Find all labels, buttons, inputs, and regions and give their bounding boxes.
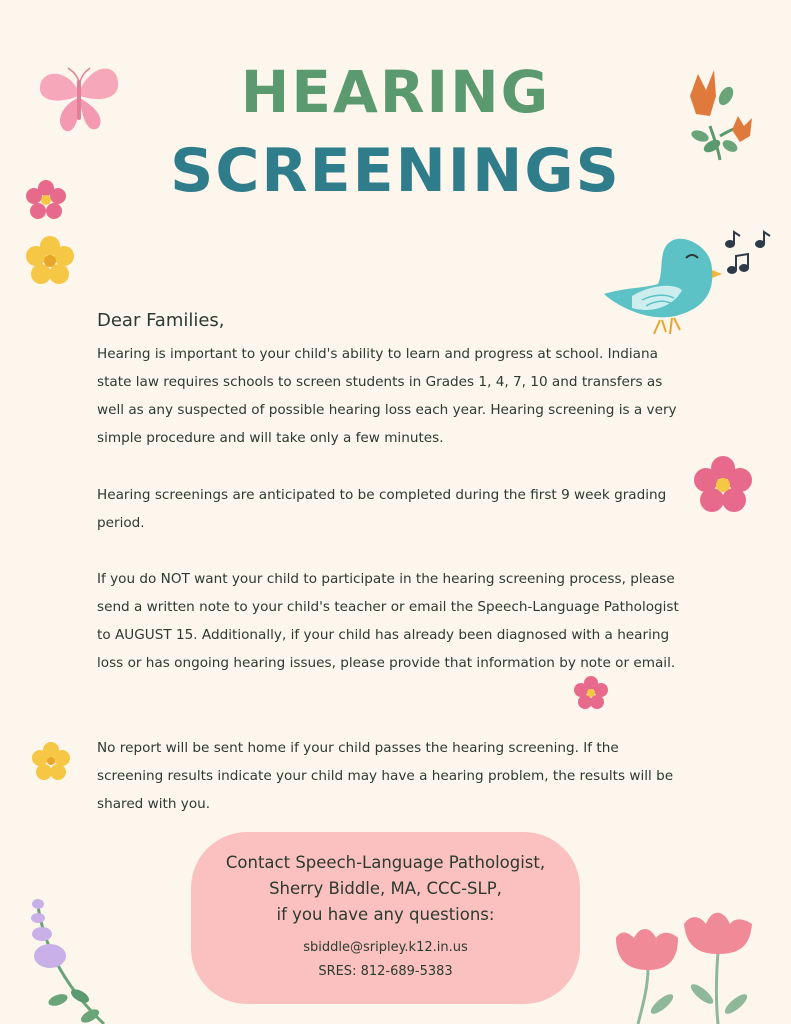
bird-icon [602, 232, 722, 340]
contact-box [191, 832, 580, 1004]
lavender-icon [24, 896, 120, 1024]
contact-heading [191, 850, 580, 928]
flower-icon [32, 742, 70, 780]
flower-icon [26, 180, 66, 220]
paragraph-3: If you do NOT want your child to participate in the hearing screening process, please send a written note to your child's teacher or email the Speech-Language Pathologist to AUGUST 15. Additionally, if your child has already been diagnosed with a hearing loss or has ongoing hearing issues, please provide that information by note or email. [97, 571, 679, 671]
paragraph-1: Hearing is important to your child's ability to learn and progress at school. Indiana state law requires schools to screen students in Grades 1, 4, 7, 10 and transfers as well as any suspected of possible hearing loss each year. Hearing screening is a very simple procedure and will take only a few minutes. [97, 346, 677, 446]
title-line-2: SCREENINGS [170, 136, 621, 206]
greeting: Dear Families, [97, 310, 225, 331]
contact-heading-line-2: Sherry Biddle, MA, CCC-SLP, [269, 879, 502, 898]
flower-icon [26, 236, 74, 286]
flower-icon [574, 676, 608, 710]
paragraph-2: Hearing screenings are anticipated to be completed during the first 9 week grading period. [97, 487, 667, 531]
contact-heading-line-3: if you have any questions: [276, 905, 495, 924]
title-line-1: HEARING [240, 58, 551, 126]
contact-heading-line-1: Contact Speech-Language Pathologist, [225, 853, 546, 872]
tulip-icon [612, 908, 762, 1024]
music-notes-icon [724, 228, 774, 276]
flower-icon [670, 66, 760, 162]
contact-phone: SRES: 812-689-5383 [318, 964, 453, 979]
butterfly-icon [36, 60, 122, 134]
flower-icon [694, 456, 752, 514]
contact-email[interactable]: sbiddle@sripley.k12.in.us [303, 940, 468, 955]
paragraph-4: No report will be sent home if your child passes the hearing screening. If the screening results indicate your child may have a hearing problem, the results will be shared with you. [97, 740, 674, 812]
